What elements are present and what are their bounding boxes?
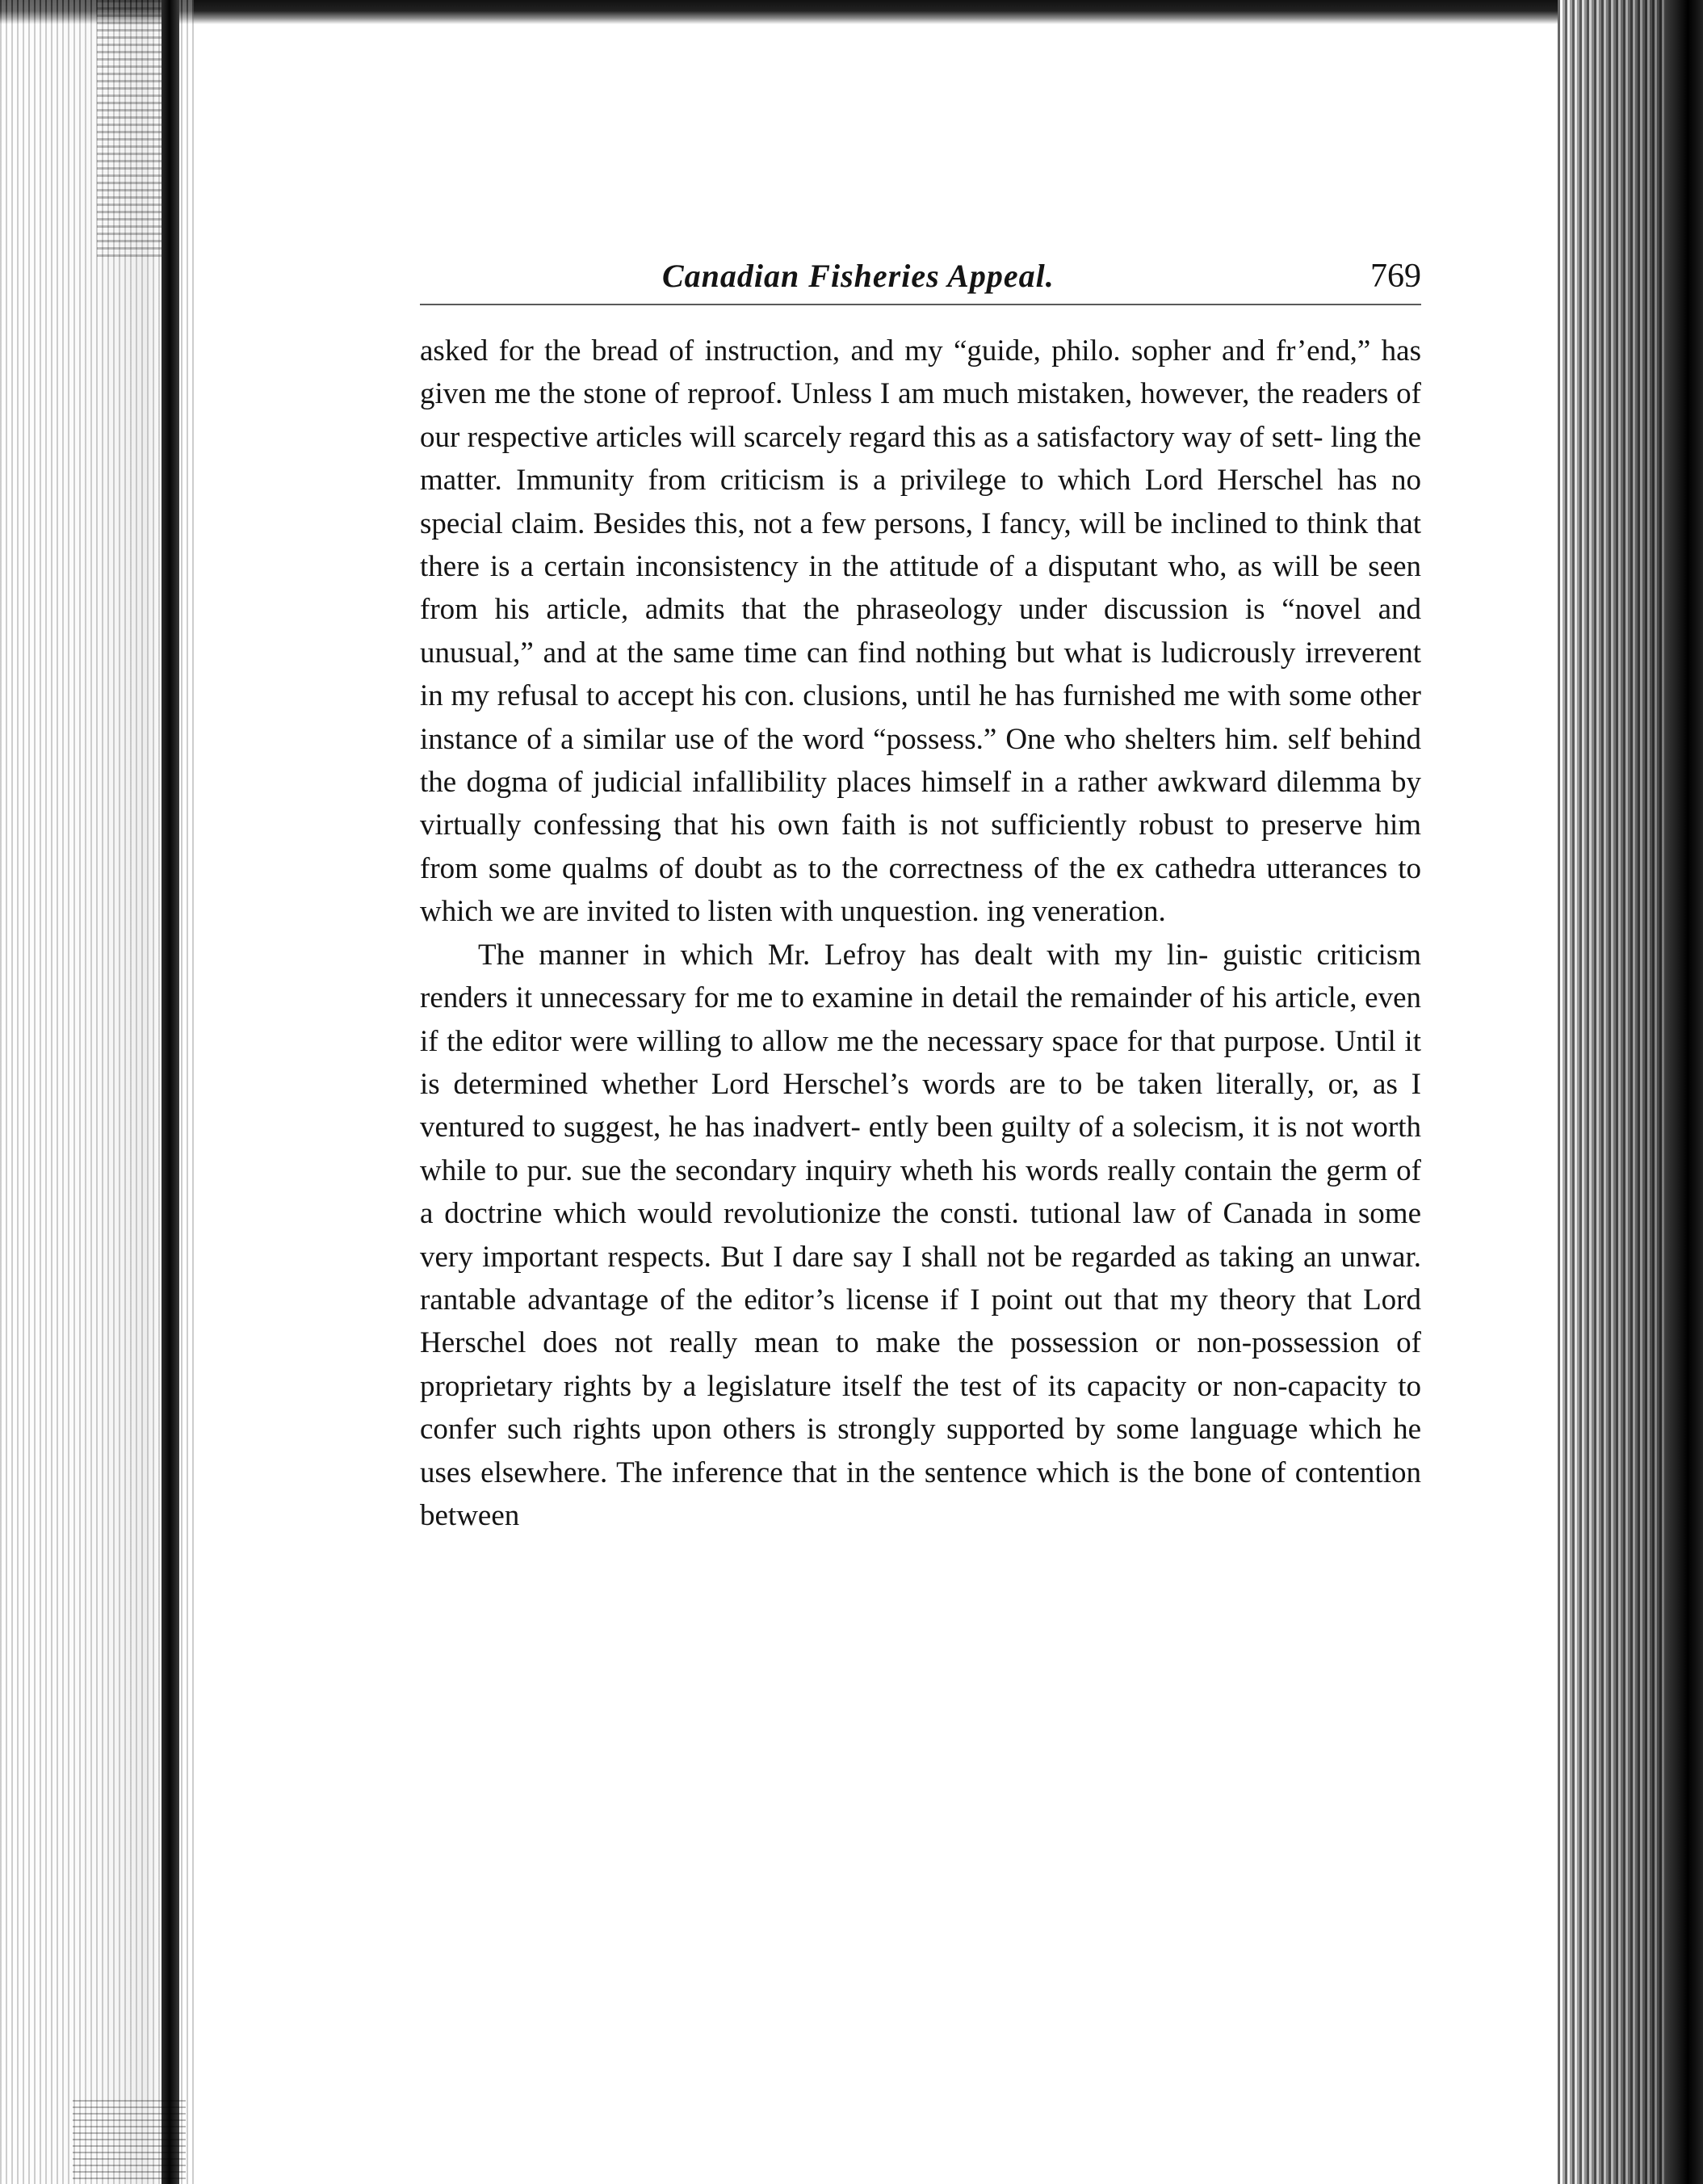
header-rule bbox=[420, 304, 1421, 305]
page-number: 769 bbox=[1370, 258, 1421, 295]
running-head bbox=[420, 257, 1421, 297]
scan-bottom-left-edges bbox=[73, 2100, 186, 2184]
running-title: Canadian Fisheries Appeal. bbox=[662, 258, 1055, 294]
scan-top-edge bbox=[0, 0, 1703, 24]
paragraph-1: asked for the bread of instruction, and my “guide, philo. sopher and fr’end,” has given me the stone of reproof. Unless I am much mistaken, however, the readers of our respective articles will scarcely regard this as a satisfactory way of sett- ling the matter. Immunity from criticism is a privilege to which Lord Herschel has no special claim. Besides this, not a few persons, I fancy, will be inclined to think that there is a certain inconsistency in the attitude of a disputant who, as will be seen from his article, admits that the phraseology under discussion is “novel and unusual,” and at the same time can find nothing but what is ludicrously irreverent in my refusal to accept his con. clusions, until he has furnished me with some other instance of a similar use of the word “possess.” One who shelters him. self behind the dogma of judicial infallibility places himself in a rather awkward dilemma by virtually confessing that his own faith is not sufficiently robust to preserve him from some qualms of doubt as to the correctness of the ex cathedra utterances to which we are invited to listen with unquestion. ing veneration. bbox=[420, 334, 1421, 929]
paragraph-2: The manner in which Mr. Lefroy has dealt with my lin- guistic criticism renders it unnecessary for me to examine in detail the remainder of his article, even if the editor were willing to allow me the necessary space for that purpose. Until it is determined whether Lord Herschel’s words are to be taken literally, or, as I ventured to suggest, he has inadvert- ently been guilty of a solecism, it is not worth while to pur. sue the secondary inquiry wheth his words really contain the germ of a doctrine which would revolutionize the consti. tutional law of Canada in some very important respects. But I dare say I shall not be regarded as taking an unwar. rantable advantage of the editor’s license if I point out that my theory that Lord Herschel does not really mean to make the possession or non-possession of proprietary rights by a legislature itself the test of its capacity or non-capacity to confer such rights upon others is strongly supported by some language which he uses elsewhere. The inference that in the sentence which is the bone of contention between bbox=[420, 938, 1421, 1532]
book-spine-edge bbox=[161, 0, 179, 2184]
scan-left-shadow bbox=[97, 0, 161, 258]
scan-right-binding bbox=[1666, 0, 1703, 2184]
body-text bbox=[420, 330, 1421, 1537]
